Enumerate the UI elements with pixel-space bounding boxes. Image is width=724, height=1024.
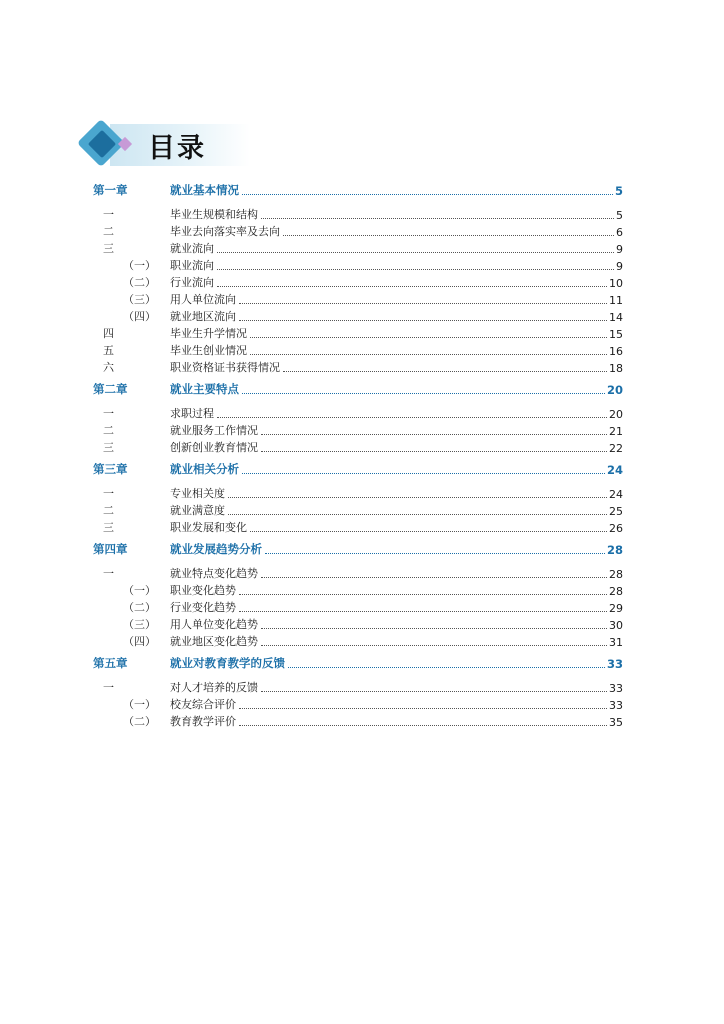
dot-leader xyxy=(261,451,607,452)
toc-section-entry[interactable] xyxy=(93,324,623,341)
dot-leader xyxy=(242,194,613,195)
toc-subsection-entry[interactable] xyxy=(93,632,623,649)
entry-label: 就业特点变化趋势 xyxy=(170,567,258,580)
toc-subsection-entry[interactable] xyxy=(93,307,623,324)
toc-chapter-entry[interactable] xyxy=(93,459,623,477)
dot-leader xyxy=(228,497,607,498)
toc-chapter-entry[interactable] xyxy=(93,180,623,198)
dot-leader xyxy=(217,417,607,418)
entry-page-number: 28 xyxy=(609,568,623,581)
toc-heading xyxy=(82,124,242,168)
entry-number: （三） xyxy=(123,293,156,306)
dot-leader xyxy=(283,235,614,236)
entry-page-number: 5 xyxy=(614,184,623,198)
entry-number: （二） xyxy=(123,715,156,728)
table-of-contents xyxy=(93,180,623,729)
entry-page-number: 21 xyxy=(609,425,623,438)
dot-leader xyxy=(217,252,614,253)
dot-leader xyxy=(239,708,607,709)
entry-label: 就业基本情况 xyxy=(170,183,239,197)
toc-section-entry[interactable] xyxy=(93,341,623,358)
entry-number: （一） xyxy=(123,259,156,272)
toc-subsection-entry[interactable] xyxy=(93,695,623,712)
entry-number: 一 xyxy=(103,487,114,500)
toc-section-entry[interactable] xyxy=(93,518,623,535)
entry-page-number: 25 xyxy=(609,505,623,518)
dot-leader xyxy=(217,286,607,287)
dot-leader xyxy=(283,371,607,372)
entry-number: 一 xyxy=(103,407,114,420)
entry-page-number: 11 xyxy=(609,294,623,307)
entry-number: （一） xyxy=(123,698,156,711)
entry-page-number: 9 xyxy=(616,243,623,256)
entry-number: （二） xyxy=(123,276,156,289)
entry-page-number: 30 xyxy=(609,619,623,632)
entry-label: 就业地区变化趋势 xyxy=(170,635,258,648)
entry-page-number: 28 xyxy=(609,585,623,598)
toc-chapter-entry[interactable] xyxy=(93,653,623,671)
dot-leader xyxy=(265,553,605,554)
toc-chapter-entry[interactable] xyxy=(93,379,623,397)
entry-page-number: 9 xyxy=(616,260,623,273)
entry-label: 就业流向 xyxy=(170,242,214,255)
toc-section-entry[interactable] xyxy=(93,404,623,421)
entry-number: 第一章 xyxy=(93,183,128,197)
entry-number: （四） xyxy=(123,310,156,323)
entry-number: 五 xyxy=(103,344,114,357)
entry-label: 就业服务工作情况 xyxy=(170,424,258,437)
dot-leader xyxy=(239,611,607,612)
entry-label: 求职过程 xyxy=(170,407,214,420)
entry-number: 第四章 xyxy=(93,542,128,556)
dot-leader xyxy=(250,531,607,532)
entry-page-number: 33 xyxy=(609,699,623,712)
toc-section-entry[interactable] xyxy=(93,501,623,518)
dot-leader xyxy=(261,434,607,435)
dot-leader xyxy=(261,218,614,219)
entry-number: 六 xyxy=(103,361,114,374)
dot-leader xyxy=(250,354,607,355)
entry-number: 二 xyxy=(103,424,114,437)
entry-number: （四） xyxy=(123,635,156,648)
dot-leader xyxy=(239,725,607,726)
page-title: 目录 xyxy=(148,133,206,164)
entry-label: 职业资格证书获得情况 xyxy=(170,361,280,374)
entry-number: 二 xyxy=(103,225,114,238)
entry-label: 就业地区流向 xyxy=(170,310,236,323)
entry-page-number: 31 xyxy=(609,636,623,649)
entry-label: 对人才培养的反馈 xyxy=(170,681,258,694)
entry-label: 用人单位变化趋势 xyxy=(170,618,258,631)
dot-leader xyxy=(228,514,607,515)
toc-subsection-entry[interactable] xyxy=(93,256,623,273)
entry-page-number: 26 xyxy=(609,522,623,535)
entry-label: 毕业生创业情况 xyxy=(170,344,247,357)
entry-label: 就业相关分析 xyxy=(170,462,239,476)
dot-leader xyxy=(242,393,605,394)
toc-subsection-entry[interactable] xyxy=(93,615,623,632)
entry-label: 职业变化趋势 xyxy=(170,584,236,597)
entry-number: （二） xyxy=(123,601,156,614)
entry-page-number: 14 xyxy=(609,311,623,324)
entry-page-number: 29 xyxy=(609,602,623,615)
dot-leader xyxy=(239,594,607,595)
dot-leader xyxy=(242,473,605,474)
toc-subsection-entry[interactable] xyxy=(93,581,623,598)
toc-subsection-entry[interactable] xyxy=(93,290,623,307)
entry-page-number: 16 xyxy=(609,345,623,358)
toc-chapter-entry[interactable] xyxy=(93,539,623,557)
toc-section-entry[interactable] xyxy=(93,358,623,375)
toc-section-entry[interactable] xyxy=(93,421,623,438)
toc-section-entry[interactable] xyxy=(93,564,623,581)
entry-page-number: 10 xyxy=(609,277,623,290)
entry-number: （三） xyxy=(123,618,156,631)
toc-section-entry[interactable] xyxy=(93,205,623,222)
toc-subsection-entry[interactable] xyxy=(93,598,623,615)
entry-number: 一 xyxy=(103,567,114,580)
entry-label: 行业变化趋势 xyxy=(170,601,236,614)
dot-leader xyxy=(261,645,607,646)
toc-section-entry[interactable] xyxy=(93,438,623,455)
entry-page-number: 20 xyxy=(606,383,623,397)
entry-label: 毕业去向落实率及去向 xyxy=(170,225,280,238)
entry-label: 职业流向 xyxy=(170,259,214,272)
dot-leader xyxy=(239,320,607,321)
entry-number: 三 xyxy=(103,521,114,534)
toc-section-entry[interactable] xyxy=(93,484,623,501)
entry-label: 用人单位流向 xyxy=(170,293,236,306)
entry-label: 校友综合评价 xyxy=(170,698,236,711)
entry-number: （一） xyxy=(123,584,156,597)
entry-label: 行业流向 xyxy=(170,276,214,289)
entry-page-number: 22 xyxy=(609,442,623,455)
entry-page-number: 6 xyxy=(616,226,623,239)
entry-number: 四 xyxy=(103,327,114,340)
entry-label: 就业发展趋势分析 xyxy=(170,542,262,556)
dot-leader xyxy=(250,337,607,338)
entry-page-number: 24 xyxy=(606,463,623,477)
dot-leader xyxy=(261,628,607,629)
toc-section-entry[interactable] xyxy=(93,239,623,256)
dot-leader xyxy=(261,577,607,578)
entry-page-number: 28 xyxy=(606,543,623,557)
entry-page-number: 18 xyxy=(609,362,623,375)
dot-leader xyxy=(288,667,605,668)
entry-label: 教育教学评价 xyxy=(170,715,236,728)
entry-page-number: 5 xyxy=(616,209,623,222)
entry-label: 职业发展和变化 xyxy=(170,521,247,534)
entry-page-number: 35 xyxy=(609,716,623,729)
entry-page-number: 33 xyxy=(606,657,623,671)
entry-number: 第五章 xyxy=(93,656,128,670)
toc-subsection-entry[interactable] xyxy=(93,712,623,729)
dot-leader xyxy=(217,269,614,270)
entry-page-number: 20 xyxy=(609,408,623,421)
toc-section-entry[interactable] xyxy=(93,678,623,695)
entry-number: 一 xyxy=(103,208,114,221)
dot-leader xyxy=(261,691,607,692)
entry-label: 毕业生规模和结构 xyxy=(170,208,258,221)
entry-label: 就业对教育教学的反馈 xyxy=(170,656,285,670)
entry-number: 第三章 xyxy=(93,462,128,476)
entry-page-number: 24 xyxy=(609,488,623,501)
entry-number: 二 xyxy=(103,504,114,517)
entry-label: 创新创业教育情况 xyxy=(170,441,258,454)
entry-number: 三 xyxy=(103,441,114,454)
entry-page-number: 33 xyxy=(609,682,623,695)
entry-label: 就业主要特点 xyxy=(170,382,239,396)
entry-label: 毕业生升学情况 xyxy=(170,327,247,340)
entry-label: 专业相关度 xyxy=(170,487,225,500)
dot-leader xyxy=(239,303,607,304)
toc-section-entry[interactable] xyxy=(93,222,623,239)
entry-number: 三 xyxy=(103,242,114,255)
entry-number: 第二章 xyxy=(93,382,128,396)
entry-page-number: 15 xyxy=(609,328,623,341)
entry-number: 一 xyxy=(103,681,114,694)
entry-label: 就业满意度 xyxy=(170,504,225,517)
toc-subsection-entry[interactable] xyxy=(93,273,623,290)
